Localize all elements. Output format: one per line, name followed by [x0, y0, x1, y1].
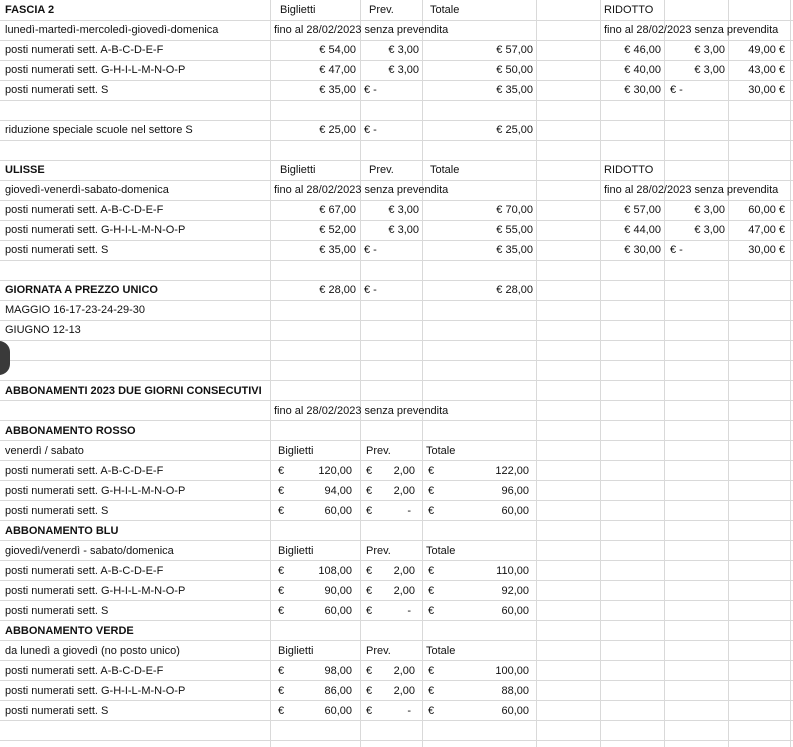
section-title[interactable]: ULISSE	[5, 164, 45, 176]
price-totale[interactable]: 96,00	[501, 485, 529, 497]
header-prev[interactable]: Prev.	[366, 545, 391, 557]
row-label[interactable]: posti numerati sett. S	[5, 84, 109, 96]
header-totale[interactable]: Totale	[426, 645, 456, 657]
col-divider	[270, 0, 271, 747]
header-totale[interactable]: Totale	[430, 164, 460, 176]
price-totale[interactable]: € 35,00	[496, 244, 533, 256]
ridotto-prev[interactable]: € 3,00	[694, 44, 725, 56]
price-biglietti[interactable]: 90,00	[324, 585, 352, 597]
price-biglietti[interactable]: € 52,00	[319, 224, 356, 236]
side-panel-handle[interactable]	[0, 341, 10, 375]
price-biglietti[interactable]: € 47,00	[319, 64, 356, 76]
currency-prev[interactable]: €	[366, 705, 373, 717]
header-biglietti[interactable]: Biglietti	[280, 4, 316, 16]
row-label[interactable]: posti numerati sett. S	[5, 605, 109, 617]
currency-totale[interactable]: €	[428, 685, 435, 697]
currency-biglietti[interactable]: €	[278, 485, 285, 497]
price-prev[interactable]: € 3,00	[388, 224, 419, 236]
price-prev[interactable]: 2,00	[393, 485, 415, 497]
currency-totale[interactable]: €	[428, 705, 435, 717]
section-title[interactable]: GIORNATA A PREZZO UNICO	[5, 284, 158, 296]
dates-maggio[interactable]: MAGGIO 16-17-23-24-29-30	[5, 304, 146, 316]
currency-totale[interactable]: €	[428, 605, 435, 617]
row-label[interactable]: posti numerati sett. S	[5, 705, 109, 717]
currency-totale[interactable]: €	[428, 505, 435, 517]
price-prev[interactable]: -	[407, 705, 411, 717]
header-biglietti[interactable]: Biglietti	[278, 445, 314, 457]
header-ridotto[interactable]: RIDOTTO	[604, 4, 654, 16]
price-prev[interactable]: 2,00	[393, 665, 415, 677]
header-biglietti[interactable]: Biglietti	[278, 645, 314, 657]
row-label[interactable]: riduzione speciale scuole nel settore S	[5, 124, 193, 136]
price-biglietti[interactable]: 60,00	[324, 505, 352, 517]
price-biglietti[interactable]: 86,00	[324, 685, 352, 697]
days-label[interactable]: giovedì-venerdì-sabato-domenica	[5, 184, 169, 196]
price-totale[interactable]: € 35,00	[496, 84, 533, 96]
col-divider	[664, 0, 665, 747]
price-totale[interactable]: € 25,00	[496, 124, 533, 136]
currency-biglietti[interactable]: €	[278, 605, 285, 617]
row-label[interactable]: posti numerati sett. G-H-I-L-M-N-O-P	[5, 485, 186, 497]
header-prev[interactable]: Prev.	[366, 445, 391, 457]
subscription-title[interactable]: ABBONAMENTO ROSSO	[5, 425, 136, 437]
days-label[interactable]: venerdì / sabato	[5, 445, 84, 457]
col-divider	[422, 0, 423, 747]
price-biglietti[interactable]: € 28,00	[319, 284, 356, 296]
currency-totale[interactable]: €	[428, 565, 435, 577]
subscription-title[interactable]: ABBONAMENTO BLU	[5, 525, 119, 537]
price-prev[interactable]: 2,00	[393, 465, 415, 477]
ridotto-prev[interactable]: € -	[670, 244, 683, 256]
currency-prev[interactable]: €	[366, 565, 373, 577]
currency-biglietti[interactable]: €	[278, 705, 285, 717]
price-biglietti[interactable]: € 67,00	[319, 204, 356, 216]
price-prev[interactable]: -	[407, 505, 411, 517]
ridotto-prev[interactable]: € 3,00	[694, 224, 725, 236]
header-ridotto[interactable]: RIDOTTO	[604, 164, 654, 176]
col-divider	[728, 0, 729, 747]
dates-giugno[interactable]: GIUGNO 12-13	[5, 324, 81, 336]
currency-prev[interactable]: €	[366, 605, 373, 617]
presale-note[interactable]: fino al 28/02/2023 senza prevendita	[274, 24, 449, 36]
ridotto-totale[interactable]: 47,00 €	[748, 224, 785, 236]
ridotto-totale[interactable]: 30,00 €	[748, 84, 785, 96]
price-prev[interactable]: 2,00	[393, 685, 415, 697]
price-prev[interactable]: € -	[364, 124, 377, 136]
price-biglietti[interactable]: 94,00	[324, 485, 352, 497]
currency-biglietti[interactable]: €	[278, 585, 285, 597]
price-biglietti[interactable]: 108,00	[318, 565, 352, 577]
price-prev[interactable]: 2,00	[393, 585, 415, 597]
header-biglietti[interactable]: Biglietti	[278, 545, 314, 557]
row-label[interactable]: posti numerati sett. A-B-C-D-E-F	[5, 565, 164, 577]
ridotto-prev[interactable]: € 3,00	[694, 64, 725, 76]
price-prev[interactable]: 2,00	[393, 565, 415, 577]
price-totale[interactable]: 60,00	[501, 605, 529, 617]
currency-biglietti[interactable]: €	[278, 465, 285, 477]
price-prev[interactable]: -	[407, 605, 411, 617]
header-totale[interactable]: Totale	[430, 4, 460, 16]
currency-prev[interactable]: €	[366, 505, 373, 517]
header-totale[interactable]: Totale	[426, 545, 456, 557]
price-biglietti[interactable]: 98,00	[324, 665, 352, 677]
row-label[interactable]: posti numerati sett. A-B-C-D-E-F	[5, 465, 164, 477]
section-title[interactable]: ABBONAMENTI 2023 DUE GIORNI CONSECUTIVI	[5, 385, 262, 397]
ridotto-totale[interactable]: 49,00 €	[748, 44, 785, 56]
days-label[interactable]: lunedì-martedì-mercoledì-giovedì-domenica	[5, 24, 219, 36]
row-label[interactable]: posti numerati sett. G-H-I-L-M-N-O-P	[5, 585, 186, 597]
header-prev[interactable]: Prev.	[366, 645, 391, 657]
header-prev[interactable]: Prev.	[369, 4, 394, 16]
price-biglietti[interactable]: € 25,00	[319, 124, 356, 136]
currency-totale[interactable]: €	[428, 485, 435, 497]
header-totale[interactable]: Totale	[426, 445, 456, 457]
price-biglietti[interactable]: 60,00	[324, 705, 352, 717]
ridotto-prev[interactable]: € -	[670, 84, 683, 96]
currency-biglietti[interactable]: €	[278, 665, 285, 677]
price-prev[interactable]: € 3,00	[388, 64, 419, 76]
price-prev[interactable]: € -	[364, 84, 377, 96]
currency-prev[interactable]: €	[366, 685, 373, 697]
row-label[interactable]: posti numerati sett. G-H-I-L-M-N-O-P	[5, 685, 186, 697]
ridotto-biglietti[interactable]: € 40,00	[624, 64, 661, 76]
currency-prev[interactable]: €	[366, 465, 373, 477]
price-prev[interactable]: € -	[364, 244, 377, 256]
price-totale[interactable]: € 70,00	[496, 204, 533, 216]
days-label[interactable]: giovedì/venerdì - sabato/domenica	[5, 545, 174, 557]
header-prev[interactable]: Prev.	[369, 164, 394, 176]
price-totale[interactable]: 92,00	[501, 585, 529, 597]
price-totale[interactable]: € 50,00	[496, 64, 533, 76]
presale-note-ridotto[interactable]: fino al 28/02/2023 senza prevendita	[604, 184, 779, 196]
price-biglietti[interactable]: 60,00	[324, 605, 352, 617]
price-totale[interactable]: 122,00	[495, 465, 529, 477]
header-biglietti[interactable]: Biglietti	[280, 164, 316, 176]
row-label[interactable]: posti numerati sett. G-H-I-L-M-N-O-P	[5, 224, 186, 236]
row-label[interactable]: posti numerati sett. A-B-C-D-E-F	[5, 44, 164, 56]
price-totale[interactable]: € 28,00	[496, 284, 533, 296]
col-divider	[790, 0, 791, 747]
price-totale[interactable]: € 55,00	[496, 224, 533, 236]
price-biglietti[interactable]: € 54,00	[319, 44, 356, 56]
price-totale[interactable]: 60,00	[501, 705, 529, 717]
presale-note[interactable]: fino al 28/02/2023 senza prevendita	[274, 405, 449, 417]
currency-totale[interactable]: €	[428, 465, 435, 477]
price-totale[interactable]: 110,00	[496, 565, 529, 577]
price-biglietti[interactable]: 120,00	[318, 465, 352, 477]
ridotto-totale[interactable]: 43,00 €	[748, 64, 785, 76]
presale-note-ridotto[interactable]: fino al 28/02/2023 senza prevendita	[604, 24, 779, 36]
ridotto-biglietti[interactable]: € 46,00	[624, 44, 661, 56]
price-totale[interactable]: 88,00	[501, 685, 529, 697]
subscription-title[interactable]: ABBONAMENTO VERDE	[5, 625, 134, 637]
currency-biglietti[interactable]: €	[278, 685, 285, 697]
currency-totale[interactable]: €	[428, 585, 435, 597]
ridotto-biglietti[interactable]: € 30,00	[624, 84, 661, 96]
row-label[interactable]: posti numerati sett. S	[5, 505, 109, 517]
col-divider	[360, 0, 361, 747]
ridotto-biglietti[interactable]: € 57,00	[624, 204, 661, 216]
row-label[interactable]: posti numerati sett. A-B-C-D-E-F	[5, 665, 164, 677]
price-totale[interactable]: 60,00	[501, 505, 529, 517]
ridotto-totale[interactable]: 60,00 €	[748, 204, 785, 216]
row-label[interactable]: posti numerati sett. G-H-I-L-M-N-O-P	[5, 64, 186, 76]
price-biglietti[interactable]: € 35,00	[319, 244, 356, 256]
ridotto-biglietti[interactable]: € 30,00	[624, 244, 661, 256]
col-divider	[536, 0, 537, 747]
ridotto-biglietti[interactable]: € 44,00	[624, 224, 661, 236]
currency-biglietti[interactable]: €	[278, 505, 285, 517]
price-biglietti[interactable]: € 35,00	[319, 84, 356, 96]
price-prev[interactable]: € -	[364, 284, 377, 296]
section-title[interactable]: FASCIA 2	[5, 4, 55, 16]
currency-prev[interactable]: €	[366, 585, 373, 597]
currency-prev[interactable]: €	[366, 665, 373, 677]
price-prev[interactable]: € 3,00	[388, 44, 419, 56]
price-prev[interactable]: € 3,00	[388, 204, 419, 216]
presale-note[interactable]: fino al 28/02/2023 senza prevendita	[274, 184, 449, 196]
col-divider	[600, 0, 601, 747]
price-totale[interactable]: € 57,00	[496, 44, 533, 56]
days-label[interactable]: da lunedì a giovedì (no posto unico)	[5, 645, 180, 657]
currency-biglietti[interactable]: €	[278, 565, 285, 577]
ridotto-prev[interactable]: € 3,00	[694, 204, 725, 216]
price-totale[interactable]: 100,00	[495, 665, 529, 677]
row-label[interactable]: posti numerati sett. A-B-C-D-E-F	[5, 204, 164, 216]
row-label[interactable]: posti numerati sett. S	[5, 244, 109, 256]
currency-totale[interactable]: €	[428, 665, 435, 677]
currency-prev[interactable]: €	[366, 485, 373, 497]
ridotto-totale[interactable]: 30,00 €	[748, 244, 785, 256]
